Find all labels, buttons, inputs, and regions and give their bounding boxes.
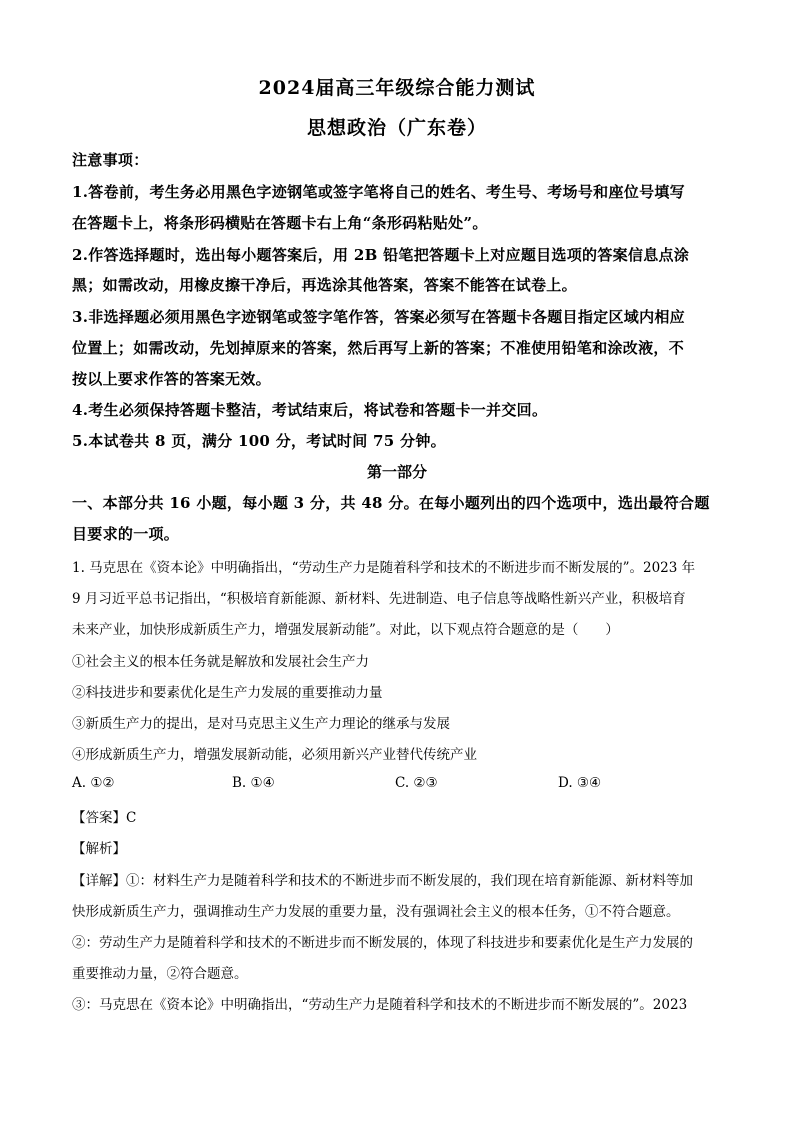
notice-line: 2.作答选择题时，选出每小题答案后，用 2B 铅笔把答题卡上对应题目选项的答案信息点涂: [72, 246, 690, 264]
question-statement: ③新质生产力的提出，是对马克思主义生产力理论的继承与发展: [72, 716, 450, 732]
notice-line: 位置上；如需改动，先划掉原来的答案，然后再写上新的答案；不准使用铅笔和涂改液，不: [72, 339, 685, 357]
option-d: D. ③④: [558, 775, 602, 791]
question-statement: ②科技进步和要素优化是生产力发展的重要推动力量: [72, 685, 383, 701]
exam-subtitle: 思想政治（广东卷）: [306, 117, 487, 139]
notice-line: 黑；如需改动，用橡皮擦干净后，再选涂其他答案，答案不能答在试卷上。: [72, 276, 577, 294]
notice-line: 在答题卡上，将条形码横贴在答题卡右上角“条形码粘贴处”。: [72, 214, 488, 232]
notice-line: 1.答卷前，考生务必用黑色字迹钢笔或签字笔将自己的姓名、考生号、考场号和座位号填写: [72, 183, 685, 201]
notice-line: 按以上要求作答的答案无效。: [72, 370, 271, 388]
question-statement: ①社会主义的根本任务就是解放和发展社会生产力: [72, 654, 369, 670]
explanation-line: 快形成新质生产力，强调推动生产力发展的重要力量，没有强调社会主义的根本任务，①不符合题意。: [72, 904, 680, 920]
option-b: B. ①④: [232, 775, 275, 791]
notice-heading: 注意事项：: [72, 151, 149, 169]
option-a: A. ①②: [72, 775, 115, 791]
question-stem: 9 月习近平总书记指出，“积极培育新能源、新材料、先进制造、电子信息等战略性新兴产业，积极培育: [72, 591, 686, 607]
explanation-line: ③：马克思在《资本论》中明确指出，“劳动生产力是随着科学和技术的不断进步而不断发展的”。2023: [72, 997, 688, 1013]
part-title: 第一部分: [366, 463, 427, 481]
notice-line: 4.考生必须保持答题卡整洁，考试结束后，将试卷和答题卡一并交回。: [72, 401, 548, 419]
explanation-line: 重要推动力量，②符合题意。: [72, 966, 248, 982]
option-c: C. ②③: [395, 775, 438, 791]
explanation-line: 【详解】①：材料生产力是随着科学和技术的不断进步而不断发展的，我们现在培育新能源、新材料等加: [72, 873, 693, 889]
analysis-label: 【解析】: [72, 841, 126, 857]
explanation-line: ②：劳动生产力是随着科学和技术的不断进步而不断发展的，体现了科技进步和要素优化是生产力发展的: [72, 935, 693, 951]
answer-line: 【答案】C: [72, 810, 137, 826]
notice-line: 3.非选择题必须用黑色字迹钢笔或签字笔作答，答案必须写在答题卡各题目指定区域内相应: [72, 308, 685, 326]
question-statement: ④形成新质生产力，增强发展新动能，必须用新兴产业替代传统产业: [72, 747, 477, 763]
question-stem: 未来产业，加快形成新质生产力，增强发展新动能”。对此，以下观点符合题意的是（ ）: [72, 622, 619, 638]
notice-line: 5.本试卷共 8 页，满分 100 分，考试时间 75 分钟。: [72, 432, 446, 450]
part-instruction: 目要求的一项。: [72, 525, 180, 543]
question-stem: 1. 马克思在《资本论》中明确指出，“劳动生产力是随着科学和技术的不断进步而不断发展的”。2023 年: [72, 560, 696, 576]
exam-title: 2024届高三年级综合能力测试: [258, 77, 536, 99]
part-instruction: 一、本部分共 16 小题，每小题 3 分，共 48 分。在每小题列出的四个选项中，选出最符合题: [72, 494, 710, 512]
